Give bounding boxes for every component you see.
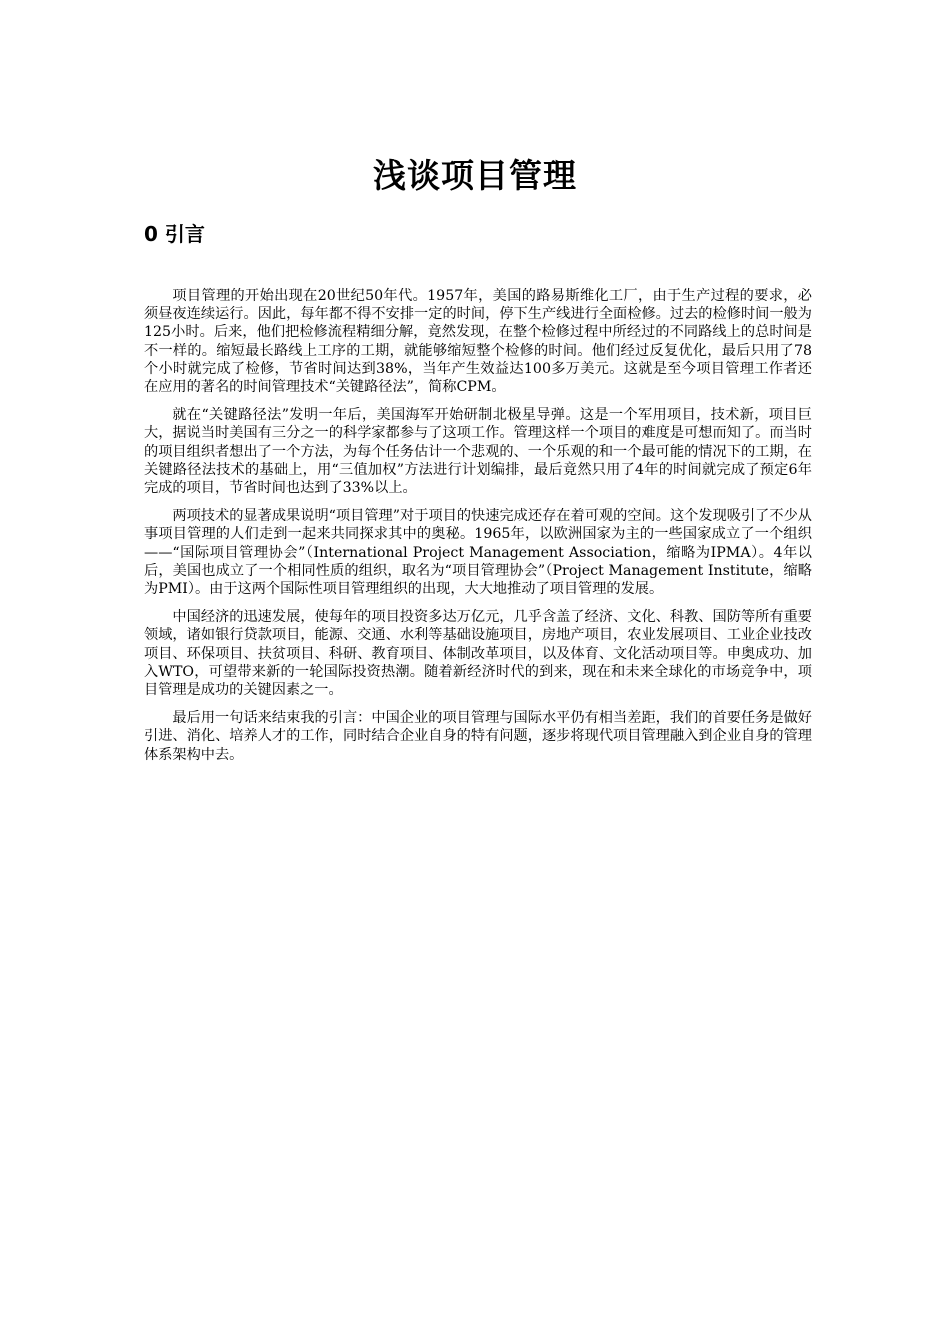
body-text (144, 287, 812, 774)
paragraph-2: 就在“关键路径法”发明一年后，美国海军开始研制北极星导弹。这是一个军用项目，技术新，项目巨大，据说当时美国有三分之一的科学家都参与了这项工作。管理这样一个项目的难度是可想而知了。而当时的项目组织者想出了一个方法，为每个任务估计一个悲观的、一个乐观的和一个最可能的情况下的工期，在关键路径法技术的基础上，用“三值加权”方法进行计划编排，最后竟然只用了4年的时间就完成了预定6年完成的项目，节省时间也达到了33%以上。 (144, 407, 812, 497)
document-title: 浅谈项目管理 (373, 156, 577, 195)
section-heading: 0 引言 (144, 222, 205, 246)
paragraph-4: 中国经济的迅速发展，使每年的项目投资多达万亿元，几乎含盖了经济、文化、科教、国防等所有重要领域，诸如银行贷款项目，能源、交通、水利等基础设施项目，房地产项目，农业发展项目、工业企业技改项目、环保项目、扶贫项目、科研、教育项目、体制改革项目，以及体育、文化活动项目等。申奥成功、加入WTO，可望带来新的一轮国际投资热潮。随着新经济时代的到来，现在和未来全球化的市场竞争中，项目管理是成功的关键因素之一。 (144, 609, 812, 699)
paragraph-1: 项目管理的开始出现在20世纪50年代。1957年，美国的路易斯维化工厂，由于生产过程的要求，必须昼夜连续运行。因此，每年都不得不安排一定的时间，停下生产线进行全面检修。过去的检修时间一般为125小时。后来，他们把检修流程精细分解，竟然发现，在整个检修过程中所经过的不同路线上的总时间是不一样的。缩短最长路线上工序的工期，就能够缩短整个检修的时间。他们经过反复优化，最后只用了78个小时就完成了检修，节省时间达到38%，当年产生效益达100多万美元。这就是至今项目管理工作者还在应用的著名的时间管理技术“关键路径法”，简称CPM。 (144, 288, 812, 396)
paragraph-5: 最后用一句话来结束我的引言：中国企业的项目管理与国际水平仍有相当差距，我们的首要任务是做好引进、消化、培养人才的工作，同时结合企业自身的特有问题，逐步将现代项目管理融入到企业自身的管理体系架构中去。 (144, 710, 812, 763)
paragraph-3: 两项技术的显著成果说明“项目管理”对于项目的快速完成还存在着可观的空间。这个发现吸引了不少从事项目管理的人们走到一起来共同探求其中的奥秘。1965年，以欧洲国家为主的一些国家成立了一个组织——“国际项目管理协会”（International Project Management Association，缩略为IPMA）。4年以后，美国也成立了一个相同性质的组织，取名为“项目管理协会”（Project Management Institute，缩略为PMI）。由于这两个国际性项目管理组织的出现，大大地推动了项目管理的发展。 (144, 508, 812, 598)
